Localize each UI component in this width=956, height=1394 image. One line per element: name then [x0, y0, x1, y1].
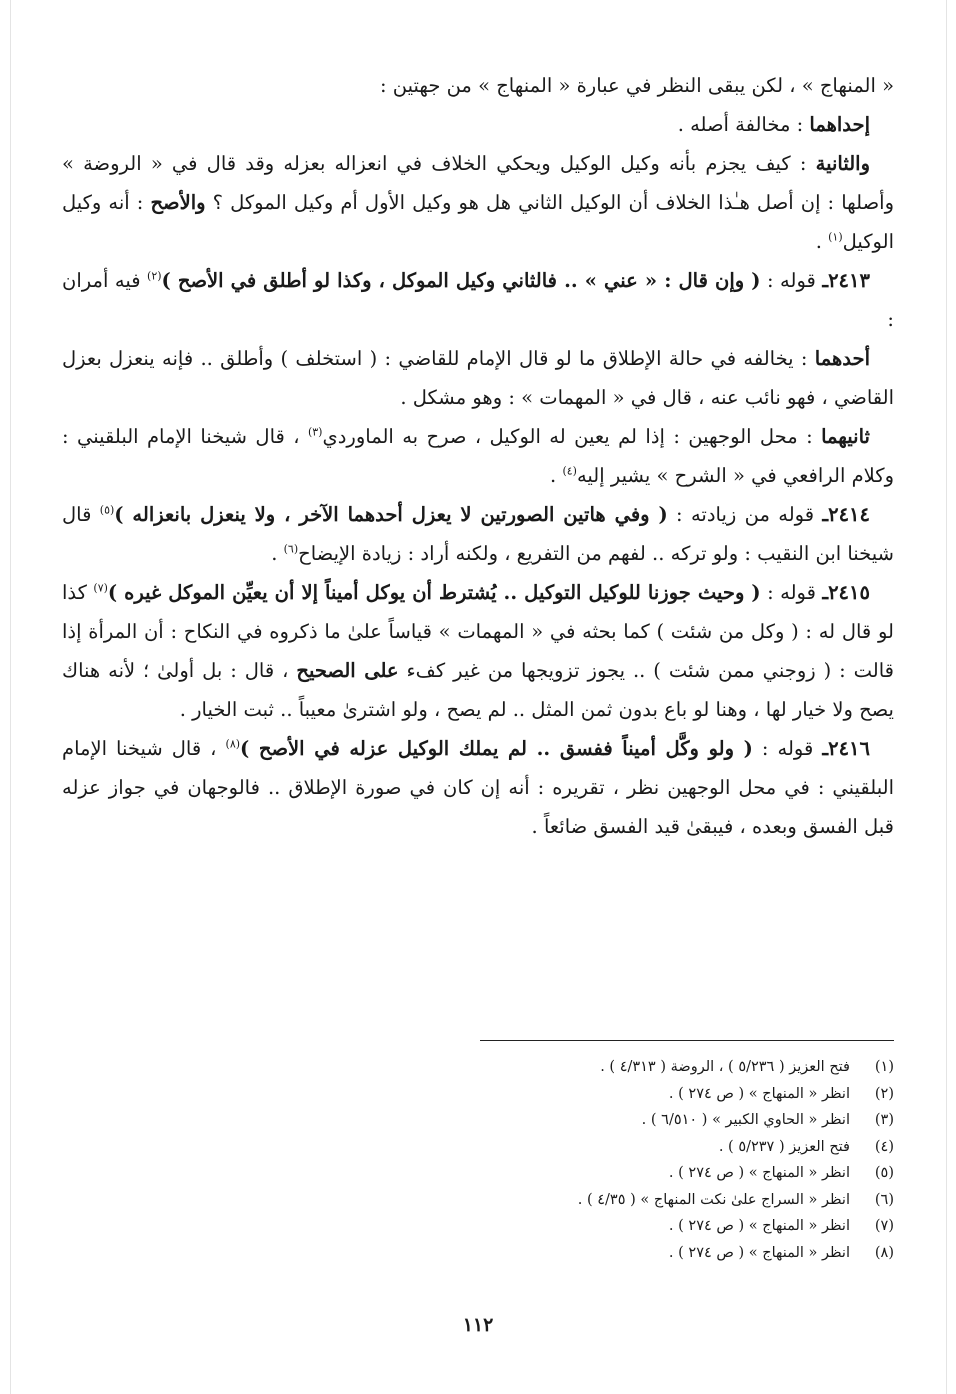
paragraph-text: قوله : [760, 581, 823, 604]
paragraph-text: كذا لو قال له : ( وكل من شئت ) كما بحثه في « المهمات » قياساً علىٰ ما ذكروه في النكاح : أن المرأة إذا قالت : ( زوجني ممن شئت ) .. يجوز تزويجها من غير كفء [62, 581, 894, 682]
quoted-matn: ( ولو وكَّل أميناً ففسق .. لم يملك الوكيل عزله في الأصح ) [240, 737, 753, 760]
footnote-text: فتح العزيز ( ٥/٢٣٧ ) . [718, 1138, 850, 1155]
paragraph-text: . [271, 542, 284, 565]
footnote-item [380, 1240, 894, 1267]
paragraph-2 [62, 105, 894, 144]
paragraph-text: . [550, 464, 563, 487]
footnote-number: (٢) [874, 1085, 894, 1102]
paragraph-text: : محل الوجهين : إذا لم يعين له الوكيل ، صرح به الماوردي [322, 425, 822, 448]
footnote-ref[interactable]: (٣) [307, 425, 323, 439]
main-text [62, 66, 894, 846]
paragraph-text: « المنهاج » ، لكن يبقى النظر في عبارة « المنهاج » من جهتين : [379, 74, 894, 97]
page-number: ١١٢ [462, 1314, 494, 1336]
footnote-number: (٨) [874, 1244, 894, 1261]
footnotes [380, 1054, 894, 1266]
paragraph-text: : كيف يجزم بأنه وكيل الوكيل ويحكي الخلاف في انعزاله بعزله وقد قال في « الروضة » وأصلها : إن أصل هـٰذا الخلاف أن الوكيل الثاني هل هو وكيل الأول أم وكيل الموكل ؟ [62, 152, 894, 214]
paragraph-3 [62, 144, 894, 261]
paragraph-8 [62, 573, 894, 729]
footnote-text: انظر « المنهاج » ( ص ٢٧٤ ) . [668, 1085, 850, 1102]
paragraph-text: قوله : [760, 269, 823, 292]
footnote-ref[interactable]: (٥) [99, 503, 115, 517]
footnote-text: انظر « المنهاج » ( ص ٢٧٤ ) . [668, 1244, 850, 1261]
footnote-text: انظر « السراج علىٰ نكت المنهاج » ( ٤/٣٥ ) . [577, 1191, 850, 1208]
footnote-text: انظر « المنهاج » ( ص ٢٧٤ ) . [668, 1218, 850, 1234]
footnote-text: انظر « المنهاج » ( ص ٢٧٤ ) . [668, 1165, 850, 1181]
paragraph-text: قال شيخنا ابن النقيب : ولو تركه .. لفهم من التفريع ، ولكنه أراد : زيادة الإيضاح [62, 503, 894, 565]
item-number: ٢٤١٣ـ [822, 269, 870, 292]
paragraph-6 [62, 417, 894, 495]
paragraph-lead: أحدهما [814, 347, 870, 370]
footnote-item [380, 1213, 894, 1240]
paragraph-text: ، قال شيخنا الإمام البلقيني : وكلام الرافعي في « الشرح » يشير إليه [62, 425, 894, 487]
bold-term: على الصحيح [296, 659, 399, 682]
footnote-ref[interactable]: (٦) [283, 542, 299, 556]
footnote-ref[interactable]: (٨) [225, 737, 241, 751]
footnote-item [380, 1160, 894, 1187]
footnote-ref[interactable]: (١) [828, 230, 843, 244]
footnote-number: (٦) [874, 1191, 894, 1208]
paragraph-lead: إحداهما [809, 113, 870, 136]
paragraph-text: فيه أمران : [62, 269, 894, 331]
footnote-divider [480, 1040, 894, 1041]
footnote-number: (٤) [874, 1138, 894, 1155]
footnote-number: (٧) [874, 1218, 894, 1234]
paragraph-text: : يخالفه في حالة الإطلاق ما لو قال الإمام للقاضي : ( استخلف ) وأطلق .. فإنه ينعزل بعزل القاضي ، فهو نائب عنه ، قال في « المهمات » : وهو مشكل . [62, 347, 894, 409]
paragraph-text: ، قال : بل أولىٰ ؛ لأنه هناك يصح ولا خيار لها ، وهنا لو باع بدون ثمن المثل .. لم يصح ، ولو اشترىٰ معيباً .. ثبت الخيار . [62, 659, 894, 721]
footnote-number: (٣) [874, 1112, 894, 1128]
paragraph-text: : مخالفة أصله . [677, 113, 810, 136]
page-edge-left [10, 0, 11, 1394]
paragraph-4 [62, 261, 894, 339]
footnote-text: فتح العزيز ( ٥/٢٣٦ ) ، الروضة ( ٤/٣١٣ ) . [600, 1059, 850, 1075]
paragraph-9 [62, 729, 894, 846]
page-edge-right [946, 0, 947, 1394]
footnote-number: (٥) [874, 1165, 894, 1181]
paragraph-lead: ثانيهما [821, 425, 870, 448]
footnote-item [380, 1081, 894, 1108]
paragraph-1 [62, 66, 894, 105]
quoted-matn: ( وإن قال : « عني » .. فالثاني وكيل الموكل ، وكذا لو أطلق في الأصح ) [161, 269, 761, 292]
footnote-number: (١) [874, 1059, 894, 1075]
footnote-ref[interactable]: (٧) [93, 581, 108, 595]
quoted-matn: ( وحيث جوزنا للوكيل التوكيل .. يُشترط أن يوكل أميناً إلا أن يعيِّن الموكل غيره ) [107, 581, 761, 604]
footnote-ref[interactable]: (٤) [562, 464, 577, 478]
footnote-item [380, 1187, 894, 1214]
footnote-text: انظر « الحاوي الكبير » ( ٦/٥١٠ ) . [641, 1112, 850, 1128]
item-number: ٢٤١٥ـ [822, 581, 870, 604]
footnote-item [380, 1134, 894, 1161]
paragraph-lead: والثانية [815, 152, 870, 175]
item-number: ٢٤١٦ـ [822, 737, 870, 760]
quoted-matn: ( وفي هاتين الصورتين لا يعزل أحدهما الآخر ، ولا ينعزل بانعزاله ) [114, 503, 668, 526]
footnote-item [380, 1054, 894, 1081]
footnote-item [380, 1107, 894, 1134]
bold-term: والأصح [150, 191, 206, 214]
paragraph-text: قوله من زيادته : [667, 503, 823, 526]
paragraph-text: : أنه وكيل الوكيل [62, 191, 894, 253]
paragraph-7 [62, 495, 894, 573]
paragraph-text: ، قال شيخنا الإمام البلقيني : في محل الوجهين نظر ، تقريره : أنه إن كان في صورة الإطلاق .. فالوجهان في جواز عزله قبل الفسق وبعده ، فيبقىٰ قيد الفسق ضائعاً . [62, 737, 894, 838]
paragraph-5 [62, 339, 894, 417]
paragraph-text: . [815, 230, 829, 253]
paragraph-text: قوله : [752, 737, 823, 760]
item-number: ٢٤١٤ـ [822, 503, 870, 526]
footnote-ref[interactable]: (٢) [147, 269, 162, 283]
